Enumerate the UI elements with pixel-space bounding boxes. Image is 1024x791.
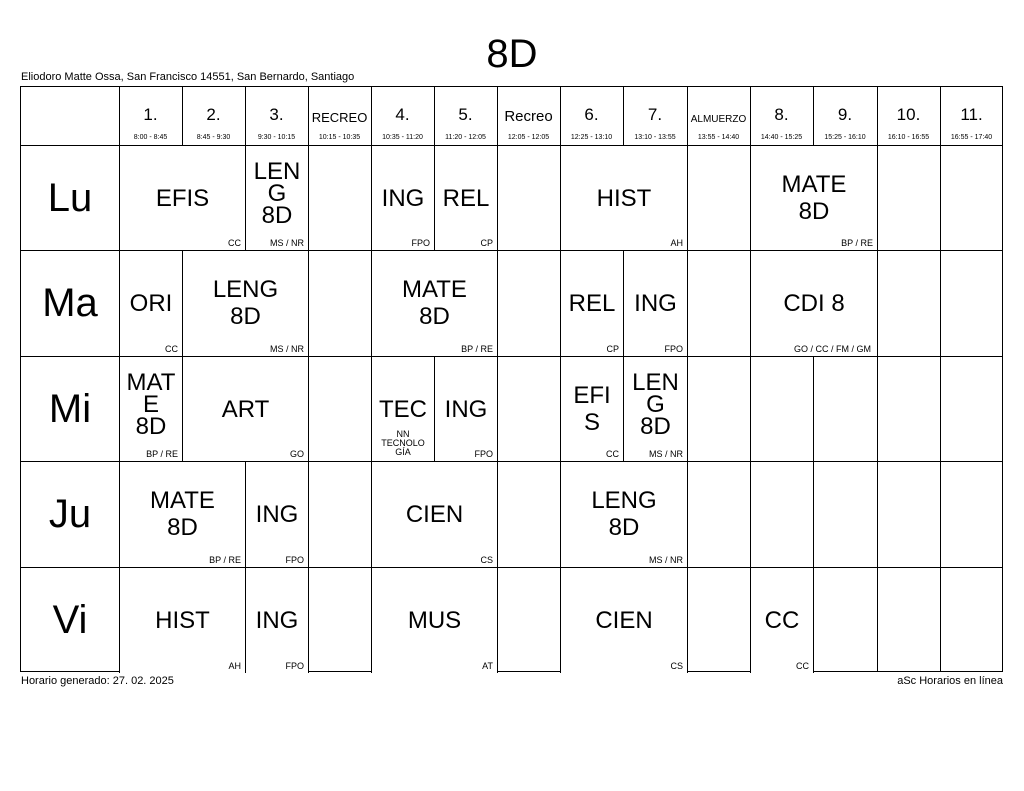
period-time: 13:10 - 13:55 bbox=[634, 134, 676, 141]
period-header bbox=[560, 87, 623, 145]
subject-line: 8D bbox=[640, 413, 671, 440]
lesson-cell[interactable] bbox=[560, 356, 624, 462]
teacher-label: BP / RE bbox=[461, 344, 493, 354]
lesson-cell[interactable] bbox=[371, 250, 498, 357]
subject-label bbox=[246, 158, 308, 229]
period-label: 1. bbox=[143, 105, 158, 124]
teacher-room-label bbox=[376, 430, 430, 457]
subject-line: EFIS bbox=[155, 185, 210, 212]
subject-line: 8D bbox=[261, 202, 293, 229]
subject-label bbox=[561, 382, 623, 436]
room-label: TECNOLO bbox=[381, 438, 425, 448]
period-label: 11. bbox=[960, 105, 983, 124]
lesson-cell[interactable] bbox=[119, 356, 183, 462]
subject-label bbox=[561, 487, 687, 541]
period-label: 6. bbox=[584, 105, 599, 124]
day-label: Vi bbox=[52, 598, 88, 642]
teacher-label: CC bbox=[606, 449, 619, 459]
subject-label bbox=[120, 369, 182, 440]
period-header bbox=[308, 87, 371, 145]
timetable-grid bbox=[20, 86, 1003, 672]
period-time: 8:00 - 8:45 bbox=[133, 134, 168, 141]
period-header bbox=[497, 87, 560, 145]
subject-label bbox=[435, 185, 497, 212]
teacher-label: FPO bbox=[474, 449, 493, 459]
day-label: Lu bbox=[47, 176, 93, 220]
subject-line: ING bbox=[255, 501, 299, 528]
subject-label bbox=[246, 501, 308, 528]
subject-line: MUS bbox=[407, 607, 462, 634]
subject-label bbox=[372, 501, 497, 528]
subject-line: 8D bbox=[230, 303, 261, 330]
period-time: 9:30 - 10:15 bbox=[257, 134, 296, 141]
page-title: 8D bbox=[486, 32, 538, 76]
period-label: 10. bbox=[896, 105, 921, 124]
teacher-label: AH bbox=[228, 661, 241, 671]
generated-date: Horario generado: 27. 02. 2025 bbox=[21, 675, 174, 687]
subject-line: MAT bbox=[126, 369, 176, 396]
subject-label bbox=[751, 171, 877, 225]
lesson-cell[interactable] bbox=[245, 461, 309, 568]
subject-label bbox=[561, 607, 687, 634]
teacher-label: CP bbox=[480, 238, 493, 248]
period-label: 9. bbox=[837, 105, 853, 124]
subject-line: E bbox=[142, 391, 159, 418]
subject-label bbox=[120, 607, 245, 634]
subject-line: CC bbox=[764, 607, 800, 634]
teacher-label: FPO bbox=[285, 555, 304, 565]
teacher-label: BP / RE bbox=[841, 238, 873, 248]
teacher-label: GO bbox=[289, 449, 304, 459]
day-label: Ma bbox=[42, 281, 98, 325]
teacher-label: AH bbox=[670, 238, 683, 248]
subject-line: MATE bbox=[781, 171, 847, 198]
lesson-cell[interactable] bbox=[434, 356, 498, 462]
lesson-cell[interactable] bbox=[182, 250, 309, 357]
subject-line: ING bbox=[255, 607, 299, 634]
period-header bbox=[813, 87, 877, 145]
period-time: 16:10 - 16:55 bbox=[887, 134, 930, 141]
teacher-label: MS / NR bbox=[648, 449, 683, 459]
period-header bbox=[623, 87, 687, 145]
teacher-label: BP / RE bbox=[209, 555, 241, 565]
subject-line: S bbox=[583, 409, 600, 436]
subject-label bbox=[751, 290, 877, 317]
period-header bbox=[877, 87, 940, 145]
period-time: 12:05 - 12:05 bbox=[507, 134, 550, 141]
lesson-cell[interactable] bbox=[371, 567, 498, 673]
teacher-label: CP bbox=[606, 344, 619, 354]
subject-line: CDI 8 bbox=[783, 290, 845, 317]
subject-label bbox=[372, 396, 434, 423]
subject-line: REL bbox=[442, 185, 490, 212]
teacher-label: CC bbox=[228, 238, 241, 248]
period-time: 16:55 - 17:40 bbox=[950, 134, 993, 141]
subject-line: LEN bbox=[632, 369, 679, 396]
period-label: 3. bbox=[269, 105, 284, 124]
subject-label bbox=[561, 185, 687, 212]
period-label: RECREO bbox=[311, 110, 368, 125]
subject-label bbox=[120, 290, 182, 317]
day-label: Mi bbox=[48, 387, 92, 431]
period-time: 11:20 - 12:05 bbox=[445, 134, 486, 141]
lesson-cell[interactable] bbox=[245, 145, 309, 251]
lesson-cell[interactable] bbox=[371, 461, 498, 568]
subject-line: CIEN bbox=[405, 501, 464, 528]
period-header bbox=[245, 87, 308, 145]
app-credit: aSc Horarios en línea bbox=[897, 675, 1003, 687]
period-header bbox=[940, 87, 1003, 145]
subject-label bbox=[120, 185, 245, 212]
period-time: 10:15 - 10:35 bbox=[318, 134, 361, 141]
period-time: 10:35 - 11:20 bbox=[382, 134, 423, 141]
lesson-cell[interactable] bbox=[750, 567, 814, 673]
period-time: 8:45 - 9:30 bbox=[196, 134, 231, 141]
teacher-label: MS / NR bbox=[269, 344, 304, 354]
lesson-cell[interactable] bbox=[623, 250, 688, 357]
teacher-label: MS / NR bbox=[269, 238, 304, 248]
period-label: 8. bbox=[774, 105, 789, 124]
teacher-label: MS / NR bbox=[648, 555, 683, 565]
lesson-cell[interactable] bbox=[371, 356, 435, 462]
period-header bbox=[687, 87, 750, 145]
subject-line: G bbox=[646, 391, 665, 418]
lesson-cell[interactable] bbox=[750, 145, 878, 251]
subject-line: ORI bbox=[129, 290, 173, 317]
subject-line: LENG bbox=[212, 276, 279, 303]
lesson-cell[interactable] bbox=[560, 461, 688, 568]
subject-line: LEN bbox=[253, 158, 301, 185]
teacher-label: CS bbox=[480, 555, 493, 565]
lesson-cell[interactable] bbox=[245, 567, 309, 673]
period-header bbox=[182, 87, 245, 145]
teacher-label: FPO bbox=[285, 661, 304, 671]
teacher-label: CC bbox=[165, 344, 178, 354]
subject-line: REL bbox=[568, 290, 616, 317]
subject-label bbox=[120, 487, 245, 541]
teacher-label: FPO bbox=[411, 238, 430, 248]
subject-line: HIST bbox=[155, 607, 210, 634]
teacher-label: AT bbox=[482, 661, 493, 671]
lesson-cell[interactable] bbox=[560, 145, 688, 251]
subject-line: 8D bbox=[167, 514, 198, 541]
subject-line: TEC bbox=[379, 396, 427, 423]
teacher-label: CC bbox=[796, 661, 809, 671]
subject-label bbox=[372, 607, 497, 634]
lesson-cell[interactable] bbox=[119, 250, 183, 357]
subject-label bbox=[561, 290, 623, 317]
subject-line: MATE bbox=[402, 276, 467, 303]
subject-label bbox=[751, 607, 813, 634]
teacher-label: NN bbox=[396, 429, 410, 439]
subject-line: G bbox=[267, 180, 287, 207]
lesson-cell[interactable] bbox=[182, 356, 309, 462]
period-header bbox=[750, 87, 813, 145]
subject-label bbox=[372, 276, 497, 330]
subject-label bbox=[246, 607, 308, 634]
subject-line: 8D bbox=[608, 514, 640, 541]
period-label: 4. bbox=[395, 105, 410, 124]
subject-line: 8D bbox=[798, 198, 830, 225]
subject-label bbox=[183, 396, 308, 423]
day-label: Ju bbox=[48, 492, 92, 536]
teacher-label: CS bbox=[670, 661, 683, 671]
lesson-cell[interactable] bbox=[560, 567, 688, 673]
lesson-cell[interactable] bbox=[119, 145, 246, 251]
subject-label bbox=[624, 369, 687, 440]
room-label: GÍA bbox=[395, 447, 411, 457]
period-time: 14:40 - 15:25 bbox=[760, 134, 803, 141]
subject-line: CIEN bbox=[595, 607, 653, 634]
teacher-label: GO / CC / FM / GM bbox=[794, 344, 871, 354]
period-label: Recreo bbox=[504, 108, 553, 125]
subject-label bbox=[372, 185, 434, 212]
subject-line: 8D bbox=[135, 413, 167, 440]
lesson-cell[interactable] bbox=[119, 567, 246, 673]
lesson-cell[interactable] bbox=[560, 250, 624, 357]
lesson-cell[interactable] bbox=[623, 356, 688, 462]
period-label: 5. bbox=[458, 105, 473, 124]
period-time: 13:55 - 14:40 bbox=[697, 134, 740, 141]
lesson-cell[interactable] bbox=[119, 461, 246, 568]
subject-line: ING bbox=[381, 185, 425, 212]
lesson-cell[interactable] bbox=[434, 145, 498, 251]
period-label: 2. bbox=[206, 105, 221, 124]
period-time: 15:25 - 16:10 bbox=[824, 134, 866, 141]
subject-line: ART bbox=[221, 396, 270, 423]
period-header bbox=[371, 87, 434, 145]
subject-label bbox=[183, 276, 308, 330]
subject-line: HIST bbox=[596, 185, 652, 212]
lesson-cell[interactable] bbox=[750, 250, 878, 357]
subject-line: MATE bbox=[150, 487, 215, 514]
lesson-cell[interactable] bbox=[371, 145, 435, 251]
period-time: 12:25 - 13:10 bbox=[570, 134, 613, 141]
period-header bbox=[119, 87, 182, 145]
subject-line: ING bbox=[444, 396, 488, 423]
period-label: 7. bbox=[647, 105, 663, 124]
school-address: Eliodoro Matte Ossa, San Francisco 14551, San Bernardo, Santiago bbox=[21, 71, 355, 83]
teacher-label: BP / RE bbox=[146, 449, 178, 459]
period-label: ALMUERZO bbox=[690, 114, 747, 125]
subject-line: 8D bbox=[419, 303, 450, 330]
teacher-label: FPO bbox=[664, 344, 683, 354]
subject-line: LENG bbox=[591, 487, 657, 514]
period-header bbox=[434, 87, 497, 145]
subject-label bbox=[624, 290, 687, 317]
subject-label bbox=[435, 396, 497, 423]
col-divider bbox=[940, 87, 941, 671]
subject-line: ING bbox=[634, 290, 677, 317]
subject-line: EFI bbox=[573, 382, 611, 409]
